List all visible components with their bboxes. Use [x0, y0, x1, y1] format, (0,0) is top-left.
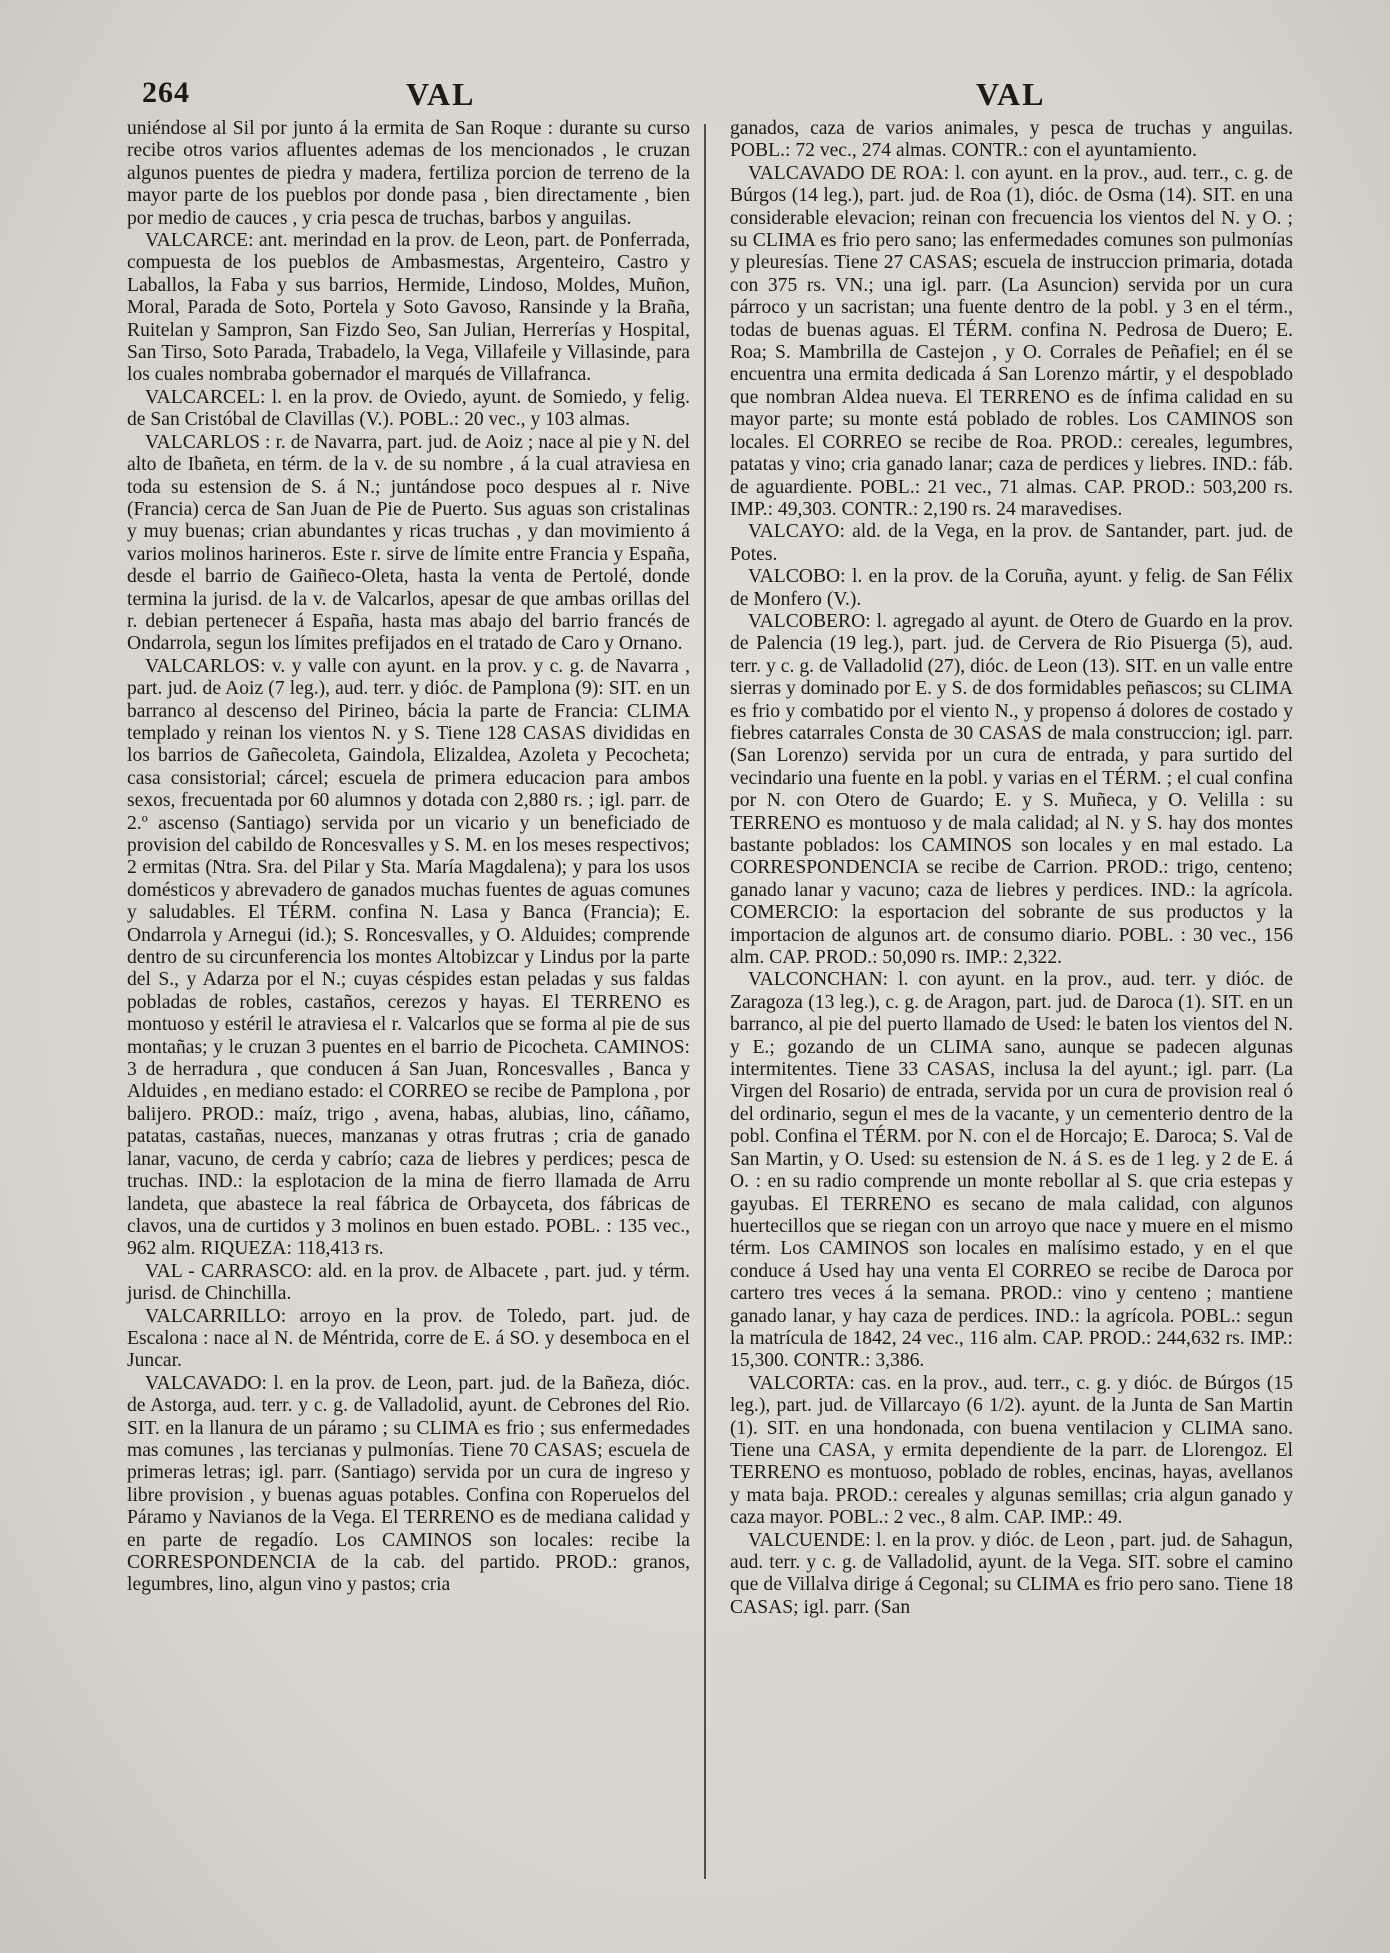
dictionary-entry: VALCUENDE: l. en la prov. y dióc. de Leon , part. jud. de Sahagun, aud. terr. y c. g. de Valladolid, ayunt. de la Vega. SIT. sobre el camino que de Villalva dirige á Cegonal; su CLIMA es frio pero sano. Tiene 18 CASAS; igl. parr. (San: [730, 1529, 1293, 1618]
dictionary-entry: VALCARLOS : r. de Navarra, part. jud. de Aoiz ; nace al pie y N. del alto de Ibañeta, en térm. de la v. de su nombre , á la cual atraviesa en toda su estension de S. á N.; juntándose poco despues al r. Nive (Francia) cerca de San Juan de Pie de Puerto. Sus aguas son cristalinas y muy buenas; crian abundantes y ricas truchas , y dan movimiento á varios molinos harineros. Este r. sirve de límite entre Francia y España, desde el barrio de Gaiñeco-Oleta, hasta la venta de Pertolé, donde termina la jurisd. de la v. de Valcarlos, apesar de que ambas orillas del r. debian pertenecer á España, hasta mas abajo del barrio francés de Ondarrola, segun los límites prefijados en el tratado de Caro y Ornano.: [127, 431, 690, 655]
dictionary-entry: VALCARCE: ant. merindad en la prov. de Leon, part. de Ponferrada, compuesta de los pueblos de Ambasmestas, Argenteiro, Castro y Laballos, la Faba y sus barrios, Hermide, Lindoso, Moldes, Muñon, Moral, Parada de Soto, Portela y Soto Gavoso, Ransinde y la Braña, Ruitelan y Sampron, San Fizdo Seo, San Julian, Herrerías y Hospital, San Tirso, Soto Parada, Trabadelo, la Vega, Villafeile y Villasinde, para los cuales nombraba gobernador el marqués de Villafranca.: [127, 230, 690, 386]
dictionary-entry: VALCARLOS: v. y valle con ayunt. en la prov. y c. g. de Navarra , part. jud. de Aoiz (7 leg.), aud. terr. y dióc. de Pamplona (9): SIT. en un barranco al descenso del Pirineo, bácia la parte de Francia: CLIMA templado y reinan los vientos N. y S. Tiene 128 CASAS divididas en los barrios de Gañecoleta, Gaindola, Elizaldea, Azoleta y Pecocheta; casa consistorial; cárcel; escuela de primera educacion para ambos sexos, frecuentada por 60 alumnos y dotada con 2,880 rs. ; igl. parr. de 2.º ascenso (Santiago) servida por un vicario y un beneficiado de provision del cabildo de Roncesvalles y S. M. en los meses respectivos; 2 ermitas (Ntra. Sra. del Pilar y Sta. María Magdalena); y para los usos domésticos y abrevadero de ganados muchas fuentes de aguas comunes y saludables. El TÉRM. confina N. Lasa y Banca (Francia); E. Ondarrola y Arnegui (id.); S. Roncesvalles, y O. Alduides; comprende dentro de su circunferencia los montes Altobizcar y Lindus por la parte del S., y Adarza por el N.; cuyas céspides estan peladas y sus faldas pobladas de robles, castaños, cerezos y hayas. El TERRENO es montuoso y estéril le atraviesa el r. Valcarlos que se forma al pie de sus montañas; y le cruzan 3 puentes en el barrio de Picocheta. CAMINOS: 3 de herradura , que conducen á San Juan, Roncesvalles , Banca y Alduides , en mediano estado: el CORREO se recibe de Pamplona , por balijero. PROD.: maíz, trigo , avena, habas, alubias, lino, cáñamo, patatas, castañas, nueces, manzanas y otras frutras ; cria de ganado lanar, vacuno, de cerda y cabrío; caza de liebres y perdices; pesca de truchas. IND.: la esplotacion de la mina de fierro llamada de Arru landeta, que abastece la real fábrica de Orbayceta, dos fábricas de clavos, una de curtidos y 3 molinos en buen estado. POBL. : 135 vec., 962 alm. RIQUEZA: 118,413 rs.: [127, 655, 690, 1260]
running-head-right: VAL: [976, 76, 1046, 112]
dictionary-entry: VALCAVADO: l. en la prov. de Leon, part. jud. de la Bañeza, dióc. de Astorga, aud. terr. y c. g. de Valladolid, ayunt. de Cebrones del Rio. SIT. en la llanura de un páramo ; su CLIMA es frio ; sus enfermedades mas comunes , las tercianas y pulmonías. Tiene 70 CASAS; escuela de primeras letras; igl. parr. (Santiago) servida por un cura de ingreso y libre provision , y buenas aguas potables. Confina con Roperuelos del Páramo y Navianos de la Vega. El TERRENO es de mediana calidad y en parte de regadío. Los CAMINOS son locales: recibe la CORRESPONDENCIA de la cab. del partido. PROD.: granos, legumbres, lino, algun vino y pastos; cria: [127, 1372, 690, 1596]
dictionary-entry: VAL - CARRASCO: ald. en la prov. de Albacete , part. jud. y térm. jurisd. de Chinchilla.: [127, 1260, 690, 1305]
dictionary-entry: VALCAYO: ald. de la Vega, en la prov. de Santander, part. jud. de Potes.: [730, 521, 1293, 565]
column-divider: [704, 124, 706, 1879]
running-head-left: VAL: [406, 76, 476, 112]
dictionary-entry: VALCARRILLO: arroyo en la prov. de Toledo, part. jud. de Escalona : nace al N. de Méntrida, corre de E. á SO. y desemboca en el Juncar.: [127, 1305, 690, 1372]
page-number: 264: [142, 76, 190, 109]
dictionary-entry: VALCONCHAN: l. con ayunt. en la prov., aud. terr. y dióc. de Zaragoza (13 leg.), c. g. de Aragon, part. jud. de Daroca (1). SIT. en un barranco, al pie del puerto llamado de Used: le baten los vientos del N. y E.; gozando de un CLIMA sano, aunque se padecen algunas intermitentes. Tiene 33 CASAS, inclusa la del ayunt.; igl. parr. (La Virgen del Rosario) de entrada, servida por un cura de provision real ó del ordinario, segun el mes de la vacante, y un cementerio dentro de la pobl. Confina el TÉRM. por N. con el de Horcajo; E. Daroca; S. Val de San Martin, y O. Used: su estension de N. á S. es de 1 leg. y 2 de E. á O. : en su radio comprende un monte rebollar al S. que cria estepas y gayubas. El TERRENO es secano de mala calidad, con algunos huertecillos que se riegan con un arroyo que nace y muere en el mismo térm. Los CAMINOS son locales en malísimo estado, y en el que conduce á Used hay una venta El CORREO se recibe de Daroca por cartero tres veces á la semana. PROD.: vino y centeno ; mantiene ganado lanar, y hay caza de perdices. IND.: la agrícola. POBL.: segun la matrícula de 1842, 24 vec., 116 alm. CAP. PROD.: 244,632 rs. IMP.: 15,300. CONTR.: 3,386.: [730, 969, 1293, 1372]
dictionary-entry: uniéndose al Sil por junto á la ermita de San Roque : durante su curso recibe otros varios afluentes ademas de los mencionados , le cruzan algunos puentes de piedra y madera, fertiliza porcion de terreno de la mayor parte de los pueblos por donde pasa , bien directamente , bien por medio de cauces , y cria pesca de truchas, barbos y anguilas.: [127, 118, 690, 229]
left-column: [127, 118, 690, 1597]
dictionary-entry: ganados, caza de varios animales, y pesca de truchas y anguilas. POBL.: 72 vec., 274 almas. CONTR.: con el ayuntamiento.: [730, 118, 1293, 162]
dictionary-entry: VALCOBERO: l. agregado al ayunt. de Otero de Guardo en la prov. de Palencia (19 leg.), part. jud. de Cervera de Rio Pisuerga (5), aud. terr. y c. g. de Valladolid (27), dióc. de Leon (13). SIT. en un valle entre sierras y dominado por E. y S. de dos formidables peñascos; su CLIMA es frio y combatido por el viento N., y propenso á dolores de costado y fiebres catarrales Consta de 30 CASAS de mala construccion; igl. parr. (San Lorenzo) servida por un cura de entrada, y para surtido del vecindario una fuente en la pobl. y varias en el TÉRM. ; el cual confina por N. con Otero de Guardo; E. y S. Muñeca, y O. Velilla : su TERRENO es montuoso y de mala calidad; al N. y S. hay dos montes bastante poblados: los CAMINOS son locales y en mal estado. La CORRESPONDENCIA se recibe de Carrion. PROD.: trigo, centeno; ganado lanar y vacuno; caza de liebres y perdices. IND.: la agrícola. COMERCIO: la esportacion del sobrante de sus productos y la importacion de algunos art. de consumo diario. POBL. : 30 vec., 156 alm. CAP. PROD.: 50,090 rs. IMP.: 2,322.: [730, 610, 1293, 969]
page-header: [138, 76, 1278, 116]
dictionary-entry: VALCORTA: cas. en la prov., aud. terr., c. g. y dióc. de Búrgos (15 leg.), part. jud. de Villarcayo (6 1/2). ayunt. de la Junta de San Martin (1). SIT. en una hondonada, con buena ventilacion y CLIMA sano. Tiene una CASA, y ermita dependiente de la parr. de Llorengoz. El TERRENO es montuoso, poblado de robles, encinas, hayas, avellanos y mata baja. PROD.: cereales y algunas semillas; cria algun ganado y caza mayor. POBL.: 2 vec., 8 alm. CAP. IMP.: 49.: [730, 1372, 1293, 1529]
dictionary-entry: VALCOBO: l. en la prov. de la Coruña, ayunt. y felig. de San Félix de Monfero (V.).: [730, 566, 1293, 610]
dictionary-entry: VALCARCEL: l. en la prov. de Oviedo, ayunt. de Somiedo, y felig. de San Cristóbal de Clavillas (V.). POBL.: 20 vec., y 103 almas.: [127, 386, 690, 431]
dictionary-entry: VALCAVADO DE ROA: l. con ayunt. en la prov., aud. terr., c. g. de Búrgos (14 leg.), part. jud. de Roa (1), dióc. de Osma (14). SIT. en una considerable elevacion; reinan con frecuencia los vientos del N. y O. ; su CLIMA es frio pero sano; las enfermedades comunes son pulmonías y pleuresías. Tiene 27 CASAS; escuela de instruccion primaria, dotada con 375 rs. VN.; una igl. parr. (La Asuncion) servida por un cura párroco y un sacristan; una fuente dentro de la pobl. y 3 en el térm., todas de buenas aguas. El TÉRM. confina N. Pedrosa de Duero; E. Roa; S. Mambrilla de Castejon , y O. Corrales de Peñafiel; en él se encuentra una ermita dedicada á San Lorenzo mártir, y el despoblado que nombran Aldea nueva. El TERRENO es de ínfima calidad en su mayor parte; su monte está poblado de robles. Los CAMINOS son locales. El CORREO se recibe de Roa. PROD.: cereales, legumbres, patatas y vino; cria ganado lanar; caza de perdices y liebres. IND.: fáb. de aguardiente. POBL.: 21 vec., 71 almas. CAP. PROD.: 503,200 rs. IMP.: 49,303. CONTR.: 2,190 rs. 24 maravedises.: [730, 162, 1293, 520]
right-column: [730, 118, 1293, 1619]
